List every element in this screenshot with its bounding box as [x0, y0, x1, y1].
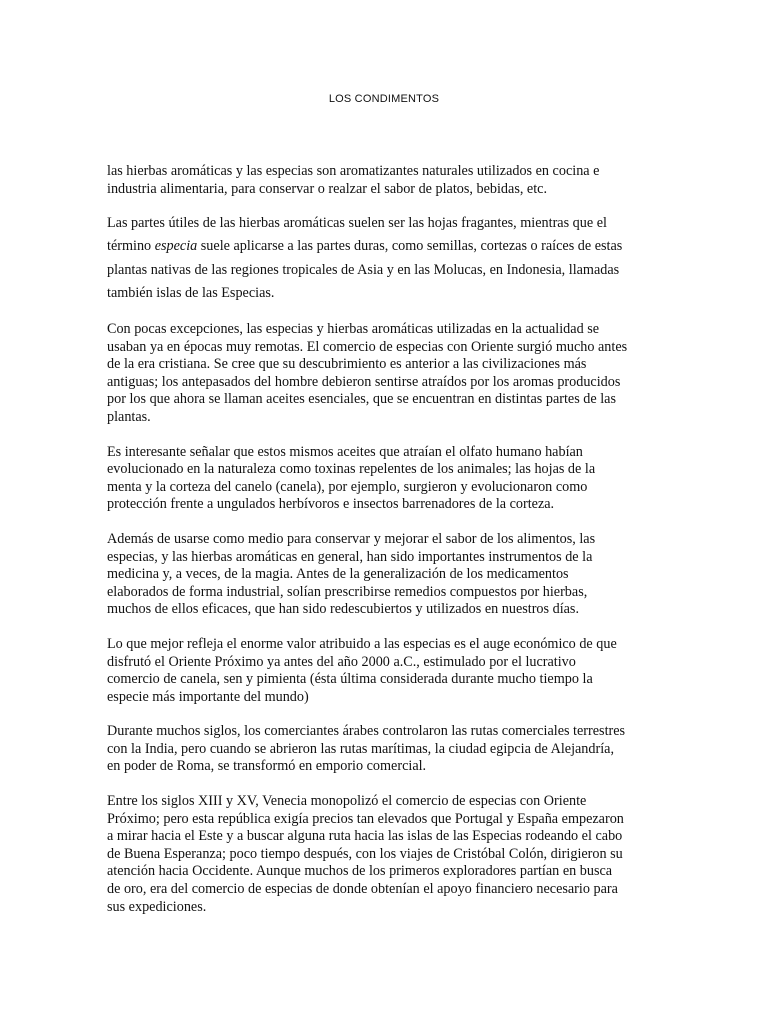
paragraph-1	[107, 163, 667, 198]
text-line	[107, 235, 667, 258]
text-line: Además de usarse como medio para conservar y mejorar el sabor de los alimentos, las	[107, 530, 596, 547]
text-line: especias, y las hierbas aromáticas en general, han sido importantes instrumentos de la	[107, 548, 593, 565]
document-body	[107, 163, 667, 933]
text-line: de oro, era del comercio de especias de donde obtenían el apoyo financiero necesario para	[107, 881, 618, 898]
text-line: muchos de ellos eficaces, que han sido redescubiertos y utilizados en nuestros días.	[107, 601, 579, 618]
text-line: de Buena Esperanza; poco tiempo después, con los viajes de Cristóbal Colón, dirigieron su	[107, 845, 623, 862]
text-line: Durante muchos siglos, los comerciantes árabes controlaron las rutas comerciales terrestres	[107, 723, 626, 740]
text-line: Lo que mejor refleja el enorme valor atribuido a las especias es el auge económico de que	[107, 635, 617, 652]
text-line: con la India, pero cuando se abrieron las rutas marítimas, la ciudad egipcia de Alejandría,	[107, 740, 615, 757]
paragraph-5	[107, 531, 667, 619]
text-line: Próximo; pero esta república exigía precios tan elevados que Portugal y España empezaron	[107, 810, 624, 827]
text-line: plantas nativas de las regiones tropicales de Asia y en las Molucas, en Indonesia, llamadas	[107, 261, 620, 278]
text-line: a mirar hacia el Este y a buscar alguna ruta hacia las islas de las Especias rodeando el cabo	[107, 828, 623, 845]
text-line: usaban ya en épocas muy remotas. El comercio de especias con Oriente surgió mucho antes	[107, 338, 628, 355]
text-line: disfrutó el Oriente Próximo ya antes del año 2000 a.C., estimulado por el lucrativo	[107, 653, 576, 670]
text-line: en poder de Roma, se transformó en emporio comercial.	[107, 758, 427, 775]
text-line: por los que ahora se llaman aceites esenciales, que se encuentran en distintas partes de las	[107, 391, 616, 408]
text-line: protección frente a ungulados herbívoros e insectos barrenadores de la corteza.	[107, 496, 555, 513]
text-line: sus expediciones.	[107, 898, 207, 915]
paragraph-7	[107, 723, 667, 776]
text-line: Entre los siglos XIII y XV, Venecia monopolizó el comercio de especias con Oriente	[107, 793, 587, 810]
paragraph-3	[107, 321, 667, 427]
text-line: de la era cristiana. Se cree que su descubrimiento es anterior a las civilizaciones más	[107, 356, 587, 373]
text-line: plantas.	[107, 408, 151, 425]
text-line: elaborados de forma industrial, solían prescribirse remedios compuestos por hierbas,	[107, 583, 588, 600]
text-line: antiguas; los antepasados del hombre debieron sentirse atraídos por los aromas producidos	[107, 373, 621, 390]
paragraph-6	[107, 636, 667, 706]
text-line: Es interesante señalar que estos mismos aceites que atraían el olfato humano habían	[107, 443, 583, 460]
text-segment: suele aplicarse a las partes duras, como semillas, cortezas o raíces de estas	[197, 238, 623, 255]
italic-term: especia	[154, 238, 198, 255]
text-line: medicina y, a veces, de la magia. Antes de la generalización de los medicamentos	[107, 566, 569, 583]
text-line: Con pocas excepciones, las especias y hierbas aromáticas utilizadas en la actualidad se	[107, 321, 600, 337]
document-title: LOS CONDIMENTOS	[328, 93, 440, 105]
text-line: también islas de las Especias.	[107, 284, 275, 301]
text-line: industria alimentaria, para conservar o realzar el sabor de platos, bebidas, etc.	[107, 180, 548, 197]
text-segment: término	[107, 238, 155, 255]
paragraph-4	[107, 444, 667, 514]
text-line: atención hacia Occidente. Aunque muchos de los primeros exploradores partían en busca	[107, 863, 613, 880]
paragraph-2	[107, 212, 667, 305]
text-line: evolucionado en la naturaleza como toxinas repelentes de los animales; las hojas de la	[107, 461, 596, 478]
text-line: Las partes útiles de las hierbas aromáticas suelen ser las hojas fragantes, mientras que el	[107, 215, 607, 232]
text-line: especie más importante del mundo)	[107, 688, 309, 705]
paragraph-8	[107, 793, 667, 916]
text-line: menta y la corteza del canelo (canela), por ejemplo, surgieron y evolucionaron como	[107, 478, 588, 495]
text-line: las hierbas aromáticas y las especias son aromatizantes naturales utilizados en cocina e	[107, 163, 600, 179]
text-line: comercio de canela, sen y pimienta (ésta última considerada durante mucho tiempo la	[107, 671, 593, 688]
